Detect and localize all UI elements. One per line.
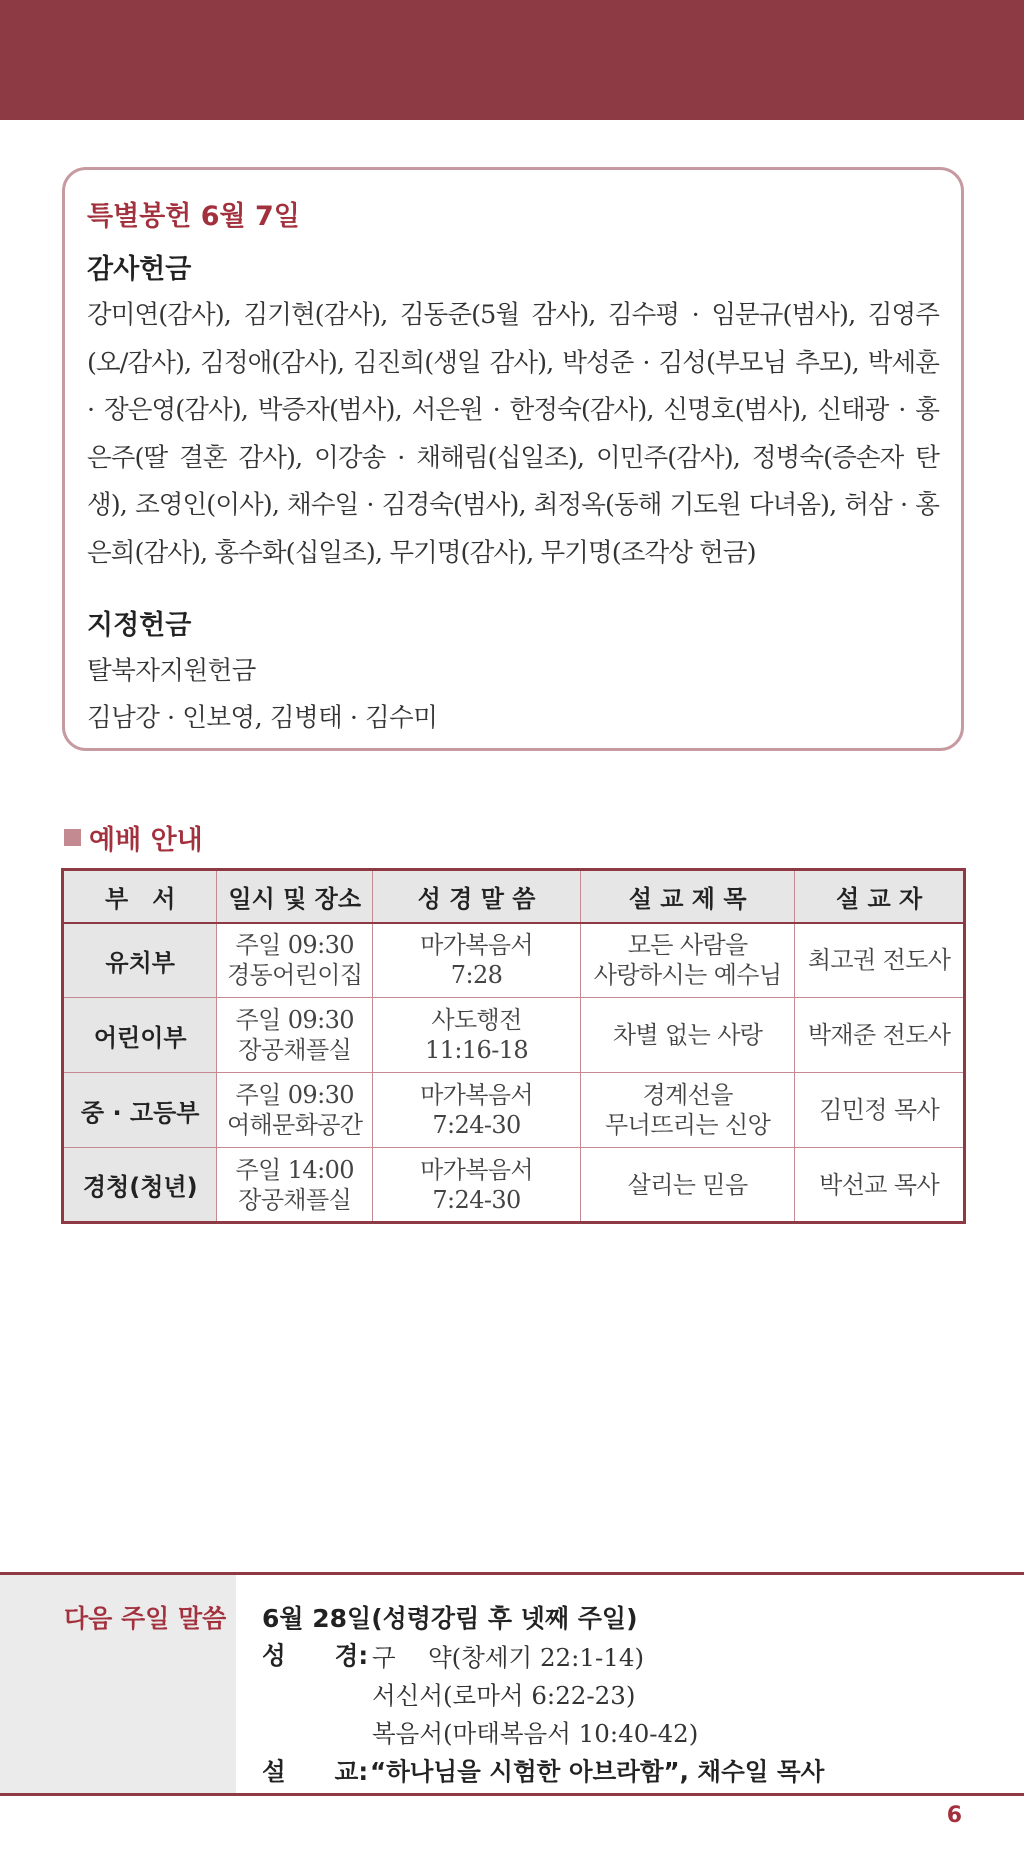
sermon-title-cell [581,923,795,998]
scripture-key: 성 경: [262,1641,369,1670]
scripture-verse: 7:24-30 [432,1111,521,1139]
next-week-label: 다음 주일 말씀 [0,1575,236,1793]
place-text: 장공채플실 [238,1185,352,1214]
top-banner [0,0,1024,120]
time-place-cell [217,1073,373,1148]
scripture-book: 마가복음서 [420,931,534,960]
scripture-verse: 7:28 [450,961,503,990]
preacher-cell: 김민정 목사 [795,1073,965,1148]
time-place-cell [217,1148,373,1223]
header-time-place: 일시 및 장소 [217,870,373,923]
worship-guide-heading-text: 예배 안내 [89,825,203,856]
place-text: 여해문화공간 [226,1111,363,1139]
header-preacher: 설 교 자 [795,870,965,923]
preacher-cell: 박재준 전도사 [795,998,965,1073]
designated-offering-section [87,603,939,742]
special-offering-title: 특별봉헌 6월 7일 [87,201,300,232]
worship-guide-heading [64,818,203,857]
page-number: 6 [946,1803,962,1828]
designated-offering-donors: 김남강 · 인보영, 김병태 · 김수미 [87,703,438,733]
thanks-offering-title: 감사헌금 [87,254,192,285]
designated-offering-title: 지정헌금 [87,610,192,641]
time-text: 주일 14:00 [235,1155,354,1184]
scripture-line-old-testament: 구 약(창세기 22:1-14) [372,1643,644,1672]
square-bullet-icon [64,829,81,846]
place-text: 경동어린이집 [226,961,363,990]
scripture-line-gospel: 복음서(마태복음서 10:40-42) [372,1719,699,1748]
department-cell: 어린이부 [63,998,217,1073]
time-text: 주일 09:30 [235,1081,354,1109]
sermon-title-cell [581,998,795,1073]
department-cell: 경청(청년) [63,1148,217,1223]
table-row [63,1148,965,1223]
time-text: 주일 09:30 [235,1006,354,1034]
scripture-book: 마가복음서 [420,1081,534,1109]
designated-offering-name: 탈북자지원헌금 [87,656,256,686]
sermon-text: “하나님을 시험한 아브라함”, 채수일 목사 [370,1757,825,1786]
scripture-verse: 7:24-30 [432,1185,521,1214]
sermon-title-line2: 사랑하시는 예수님 [593,961,782,990]
department-cell: 유치부 [63,923,217,998]
time-text: 주일 09:30 [235,931,354,960]
next-week-section [0,1572,1024,1796]
sermon-title-line1: 경계선을 [642,1081,733,1109]
table-row [63,998,965,1073]
department-cell: 중 · 고등부 [63,1073,217,1148]
sermon-row [262,1753,824,1788]
scripture-cell [373,998,581,1073]
special-offering-box [62,167,964,751]
place-text: 장공채플실 [238,1036,352,1064]
scripture-row [262,1637,370,1672]
sermon-key: 설 교: [262,1757,369,1786]
worship-table [61,868,966,1224]
time-place-cell [217,923,373,998]
preacher-cell: 최고권 전도사 [795,923,965,998]
table-header-row [63,870,965,923]
scripture-line-epistle: 서신서(로마서 6:22-23) [372,1681,636,1710]
sermon-title-line1: 차별 없는 사랑 [612,1021,763,1049]
scripture-cell [373,1073,581,1148]
header-sermon-title: 설 교 제 목 [581,870,795,923]
time-place-cell [217,998,373,1073]
next-week-date: 6월 28일(성령강림 후 넷째 주일) [262,1604,638,1633]
header-department: 부 서 [63,870,217,923]
sermon-title-cell [581,1148,795,1223]
scripture-cell [373,1148,581,1223]
sermon-title-line2: 무너뜨리는 신앙 [605,1111,771,1139]
scripture-verse: 11:16-18 [425,1036,529,1064]
scripture-cell [373,923,581,998]
scripture-book: 마가복음서 [420,1155,534,1184]
scripture-book: 사도행전 [431,1006,522,1034]
sermon-title-line1: 모든 사람을 [627,931,748,960]
preacher-cell: 박선교 목사 [795,1148,965,1223]
sermon-title-cell [581,1073,795,1148]
table-row [63,923,965,998]
thanks-offering-list: 강미연(감사), 김기현(감사), 김동준(5월 감사), 김수평 · 임문규(범사), 김영주(오/감사), 김정애(감사), 김진희(생일 감사), 박성준 · 김성(부모님 추모), 박세훈 · 장은영(감사), 박증자(범사), 서은원 · 한정숙(감사), 신명호(범사), 신태광 · 홍은주(딸 결혼 감사), 이강송 · 채해림(십일조), 이민주(감사), 정병숙(증손자 탄생), 조영인(이사), 채수일 · 김경숙(범사), 최정옥(동해 기도원 다녀옴), 허삼 · 홍은희(감사), 홍수화(십일조), 무기명(감사), 무기명(조각상 헌금) [87,300,939,568]
header-scripture: 성 경 말 씀 [373,870,581,923]
table-row [63,1073,965,1148]
sermon-title-line1: 살리는 믿음 [627,1170,748,1199]
